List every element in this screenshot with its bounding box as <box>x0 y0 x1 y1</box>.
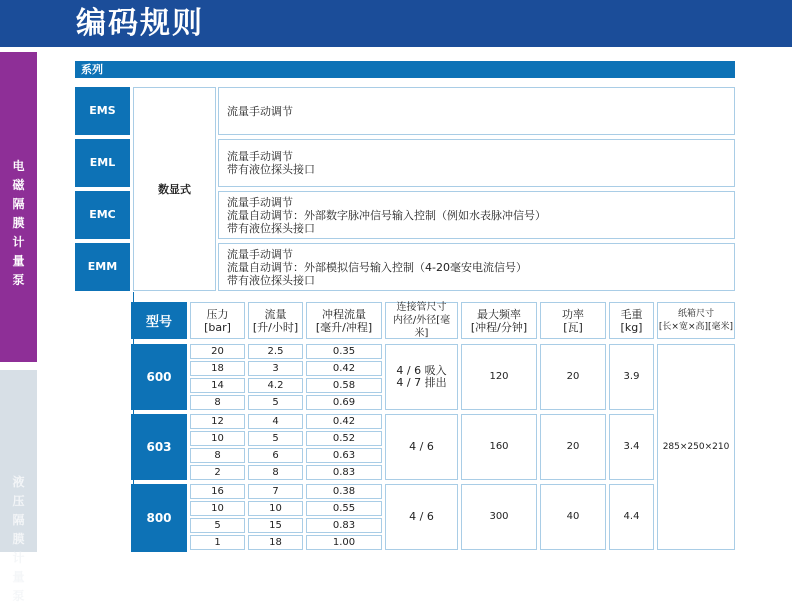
stroke-volume-value: 0.35 <box>306 344 382 359</box>
pressure-value: 10 <box>190 501 245 516</box>
series-section-bar: 系列 <box>75 61 735 78</box>
sidebar-tab-label: 液 压 隔 膜 计 量 泵 <box>12 475 25 603</box>
header-power <box>540 302 606 339</box>
header-line: 压力 <box>206 307 229 321</box>
stroke-volume-value: 0.38 <box>306 484 382 499</box>
flow-value: 7 <box>248 484 303 499</box>
header-line: 毛重 <box>620 307 643 321</box>
description-line: 流量自动调节：外部模拟信号输入控制（4-20毫安电流信号） <box>227 260 527 274</box>
stroke-volume-value: 0.58 <box>306 378 382 393</box>
max-frequency-cell: 160 <box>461 414 537 480</box>
connection-size-cell <box>385 344 458 410</box>
pressure-value: 10 <box>190 431 245 446</box>
series-description <box>218 139 735 187</box>
header-line: 纸箱尺寸 <box>677 308 714 319</box>
stroke-volume-value: 0.42 <box>306 361 382 376</box>
header-max-frequency <box>461 302 537 339</box>
pressure-value: 2 <box>190 465 245 480</box>
header-unit: [瓦] <box>563 320 583 334</box>
display-type-cell: 数显式 <box>133 87 216 291</box>
connection-line: 4 / 7 排出 <box>396 376 447 389</box>
description-line: 带有液位探头接口 <box>227 163 315 176</box>
header-line: 功率 <box>562 307 584 321</box>
stroke-volume-value: 0.42 <box>306 414 382 429</box>
connection-line: 4 / 6 吸入 <box>396 364 447 377</box>
connection-size-cell: 4 / 6 <box>385 414 458 480</box>
connection-size-cell: 4 / 6 <box>385 484 458 550</box>
sidebar-tab-electromagnetic[interactable] <box>0 52 37 362</box>
header-unit: [毫升/冲程] <box>315 320 373 334</box>
pressure-value: 16 <box>190 484 245 499</box>
header-unit: [bar] <box>204 320 231 334</box>
power-cell: 20 <box>540 344 606 410</box>
flow-value: 8 <box>248 465 303 480</box>
pressure-value: 1 <box>190 535 245 550</box>
stroke-volume-value: 0.83 <box>306 465 382 480</box>
page-header <box>0 0 792 47</box>
series-description <box>218 243 735 291</box>
flow-value: 10 <box>248 501 303 516</box>
pressure-value: 8 <box>190 448 245 463</box>
flow-value: 6 <box>248 448 303 463</box>
series-code-eml: EML <box>75 139 130 187</box>
stroke-volume-value: 0.69 <box>306 395 382 410</box>
sidebar-tab-hydraulic[interactable] <box>0 370 37 603</box>
weight-cell: 3.9 <box>609 344 654 410</box>
series-code-emc: EMC <box>75 191 130 239</box>
header-carton-size <box>657 302 735 339</box>
header-model: 型号 <box>131 302 187 339</box>
pressure-value: 12 <box>190 414 245 429</box>
header-line: 最大频率 <box>477 307 521 321</box>
pressure-value: 20 <box>190 344 245 359</box>
description-line: 流量手动调节 <box>227 104 293 118</box>
pressure-value: 18 <box>190 361 245 376</box>
stroke-volume-value: 0.52 <box>306 431 382 446</box>
stroke-volume-value: 0.55 <box>306 501 382 516</box>
model-603-cell: 603 <box>131 414 187 480</box>
header-pressure <box>190 302 245 339</box>
max-frequency-cell: 120 <box>461 344 537 410</box>
weight-cell: 4.4 <box>609 484 654 550</box>
header-unit: [升/小时] <box>252 320 299 334</box>
header-line: 连接管尺寸 <box>396 302 447 313</box>
header-line: 流量 <box>264 307 287 321</box>
pressure-value: 8 <box>190 395 245 410</box>
header-unit: [冲程/分钟] <box>470 320 528 334</box>
pressure-value: 14 <box>190 378 245 393</box>
series-code-emm: EMM <box>75 243 130 291</box>
flow-value: 2.5 <box>248 344 303 359</box>
description-line: 带有液位探头接口 <box>227 221 315 235</box>
stroke-volume-value: 0.63 <box>306 448 382 463</box>
carton-size-cell: 285×250×210 <box>657 344 735 550</box>
description-line: 带有液位探头接口 <box>227 273 315 287</box>
flow-value: 5 <box>248 431 303 446</box>
max-frequency-cell: 300 <box>461 484 537 550</box>
flow-value: 18 <box>248 535 303 550</box>
flow-value: 15 <box>248 518 303 533</box>
header-line: 冲程流量 <box>322 307 366 321</box>
model-600-cell: 600 <box>131 344 187 410</box>
flow-value: 3 <box>248 361 303 376</box>
description-line: 流量手动调节 <box>227 195 293 209</box>
description-line: 流量手动调节 <box>227 247 293 261</box>
header-unit: [长×宽×高][毫米] <box>658 321 734 332</box>
header-connection <box>385 302 458 339</box>
header-stroke-volume <box>306 302 382 339</box>
model-800-cell: 800 <box>131 484 187 552</box>
page-title: 编码规则 <box>76 6 204 41</box>
series-description <box>218 87 735 135</box>
weight-cell: 3.4 <box>609 414 654 480</box>
power-cell: 40 <box>540 484 606 550</box>
description-line: 流量手动调节 <box>227 150 293 163</box>
sidebar-tab-label: 电 磁 隔 膜 计 量 泵 <box>12 159 25 287</box>
series-description <box>218 191 735 239</box>
power-cell: 20 <box>540 414 606 480</box>
series-code-ems: EMS <box>75 87 130 135</box>
flow-value: 5 <box>248 395 303 410</box>
header-gross-weight <box>609 302 654 339</box>
pressure-value: 5 <box>190 518 245 533</box>
description-line: 流量自动调节：外部数字脉冲信号输入控制（例如水表脉冲信号） <box>227 208 546 222</box>
stroke-volume-value: 1.00 <box>306 535 382 550</box>
header-unit: [kg] <box>620 320 643 334</box>
stroke-volume-value: 0.83 <box>306 518 382 533</box>
header-unit: 内径/外径[毫米] <box>392 315 451 339</box>
header-flow <box>248 302 303 339</box>
flow-value: 4.2 <box>248 378 303 393</box>
flow-value: 4 <box>248 414 303 429</box>
